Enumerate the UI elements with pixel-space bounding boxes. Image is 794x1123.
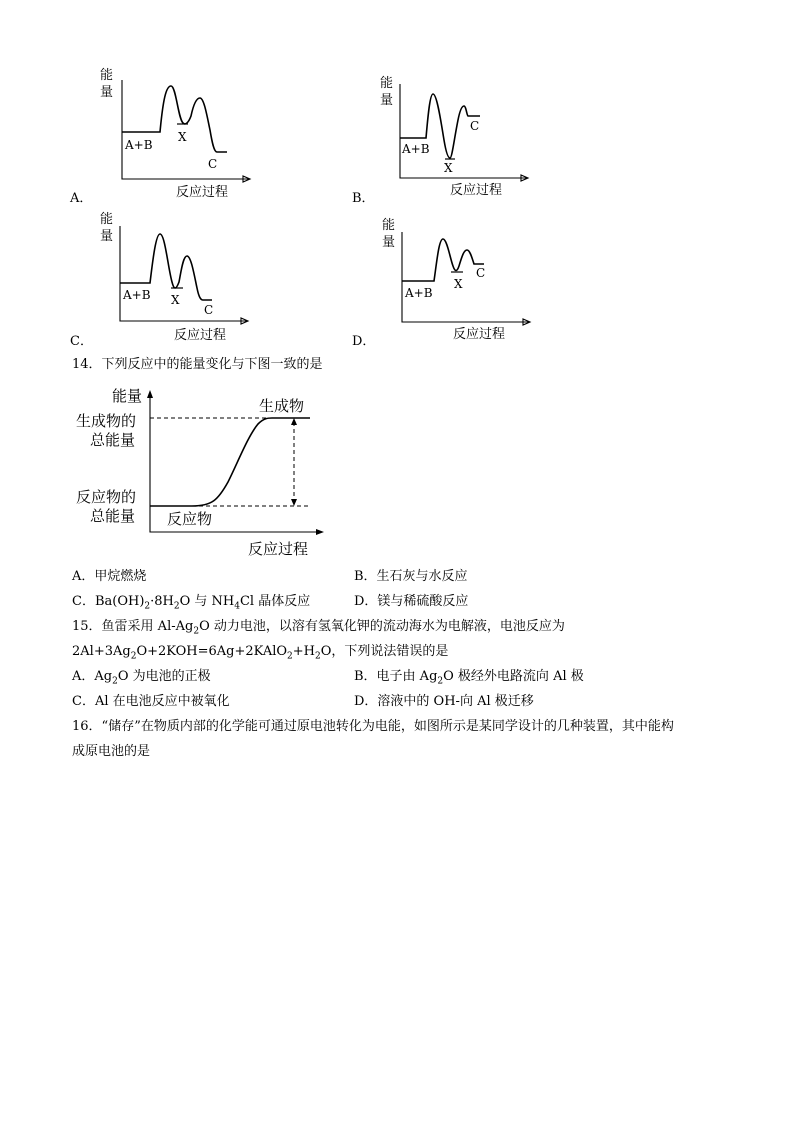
end-label: C [476, 266, 486, 280]
start-label: A+B [123, 288, 151, 302]
option-label-c: C． [70, 334, 93, 349]
y-axis-label-top: 能 [100, 212, 114, 227]
y-axis-label-bottom: 量 [100, 229, 114, 244]
energy-diagram-a [70, 60, 270, 205]
x-axis-label: 反应过程 [248, 540, 309, 558]
q15-equation [72, 642, 448, 667]
q14-option-c[interactable] [72, 592, 310, 617]
subscript: 2 [144, 601, 151, 612]
q15-option-a[interactable] [72, 667, 211, 692]
x-axis-label: 反应过程 [174, 328, 227, 343]
intermediate-label: X [454, 277, 463, 291]
y-axis-label-top: 能 [382, 218, 396, 233]
subscript: 2 [437, 676, 444, 687]
y-axis-label-top: 能 [100, 68, 114, 83]
option-text: B．电子由 Ag [354, 669, 438, 684]
q14-option-d[interactable]: D．镁与稀硫酸反应 [354, 594, 469, 609]
q14-stem: 14．下列反应中的能量变化与下图一致的是 [72, 357, 323, 372]
subscript: 2 [173, 601, 180, 612]
option-c-text: ·8H [150, 594, 174, 609]
reactant-total-label-1: 反应物的 [76, 488, 137, 506]
q14-option-a[interactable]: A．甲烷燃烧 [72, 569, 147, 584]
q15-option-b[interactable] [354, 667, 584, 692]
stem-text: O 动力电池，以溶有氢氧化钾的流动海水为电解液，电池反应为 [199, 619, 565, 634]
end-label: C [470, 119, 480, 133]
energy-diagram-d [352, 208, 552, 348]
option-label-a: A． [70, 191, 93, 206]
option-text: A．Ag [72, 669, 113, 684]
x-axis-label: 反应过程 [453, 327, 506, 342]
q16-stem-line-1: 16．“储存”在物质内部的化学能可通过原电池转化为电能，如图所示是某同学设计的几种装置，其中能构 [72, 719, 674, 734]
q16-stem-line-2: 成原电池的是 [72, 744, 151, 759]
q13-option-c[interactable] [70, 208, 270, 348]
product-total-label-1: 生成物的 [76, 412, 137, 430]
energy-diagram-b [352, 60, 552, 205]
energy-diagram-c [70, 208, 270, 348]
equation-text: O+2KOH=6Ag+2KAlO [136, 644, 288, 659]
stem-text: 15．鱼雷采用 Al-Ag [72, 619, 194, 634]
y-axis-label: 能量 [112, 387, 143, 405]
option-text: O 极经外电路流向 Al 极 [443, 669, 584, 684]
y-axis-label-bottom: 量 [382, 235, 396, 250]
y-axis-label-top: 能 [380, 76, 394, 91]
q15-stem-line-1 [72, 617, 565, 642]
start-label: A+B [402, 142, 430, 156]
q14-energy-figure [72, 382, 332, 562]
equation-text: O，下列说法错误的是 [320, 644, 449, 659]
option-c-text: O 与 NH [179, 594, 235, 609]
x-axis-label: 反应过程 [450, 183, 503, 198]
product-total-label-2: 总能量 [90, 431, 136, 449]
subscript: 4 [234, 601, 240, 612]
q15-option-d[interactable]: D．溶液中的 OH-向 Al 极迁移 [354, 694, 534, 709]
start-label: A+B [125, 138, 153, 152]
subscript: 2 [287, 651, 293, 662]
option-c-text: Cl 晶体反应 [239, 594, 311, 609]
end-label: C [208, 157, 218, 171]
subscript: 2 [193, 626, 200, 637]
product-curve-label: 生成物 [259, 397, 305, 415]
y-axis-label-bottom: 量 [380, 93, 394, 108]
q13-option-a[interactable] [70, 60, 270, 205]
endothermic-diagram [72, 382, 332, 562]
q13-option-d[interactable] [352, 208, 552, 348]
x-axis-label: 反应过程 [176, 185, 229, 200]
q15-option-c[interactable]: C．Al 在电池反应中被氧化 [72, 694, 230, 709]
option-text: O 为电池的正极 [117, 669, 211, 684]
q13-option-b[interactable] [352, 60, 552, 205]
equation-text: +H [292, 644, 316, 659]
option-label-d: D． [352, 334, 376, 349]
intermediate-label: X [171, 293, 180, 307]
intermediate-label: X [178, 130, 187, 144]
reactant-total-label-2: 总能量 [90, 507, 136, 525]
option-c-text: C．Ba(OH) [72, 594, 145, 609]
q14-option-b[interactable]: B．生石灰与水反应 [354, 569, 468, 584]
reactant-curve-label: 反应物 [167, 510, 213, 528]
equation-text: 2Al+3Ag [72, 644, 131, 659]
subscript: 2 [315, 651, 321, 662]
subscript: 2 [130, 651, 137, 662]
start-label: A+B [405, 286, 433, 300]
intermediate-label: X [444, 161, 453, 175]
y-axis-label-bottom: 量 [100, 85, 114, 100]
option-label-b: B． [352, 191, 375, 206]
subscript: 2 [112, 676, 118, 687]
end-label: C [204, 303, 214, 317]
